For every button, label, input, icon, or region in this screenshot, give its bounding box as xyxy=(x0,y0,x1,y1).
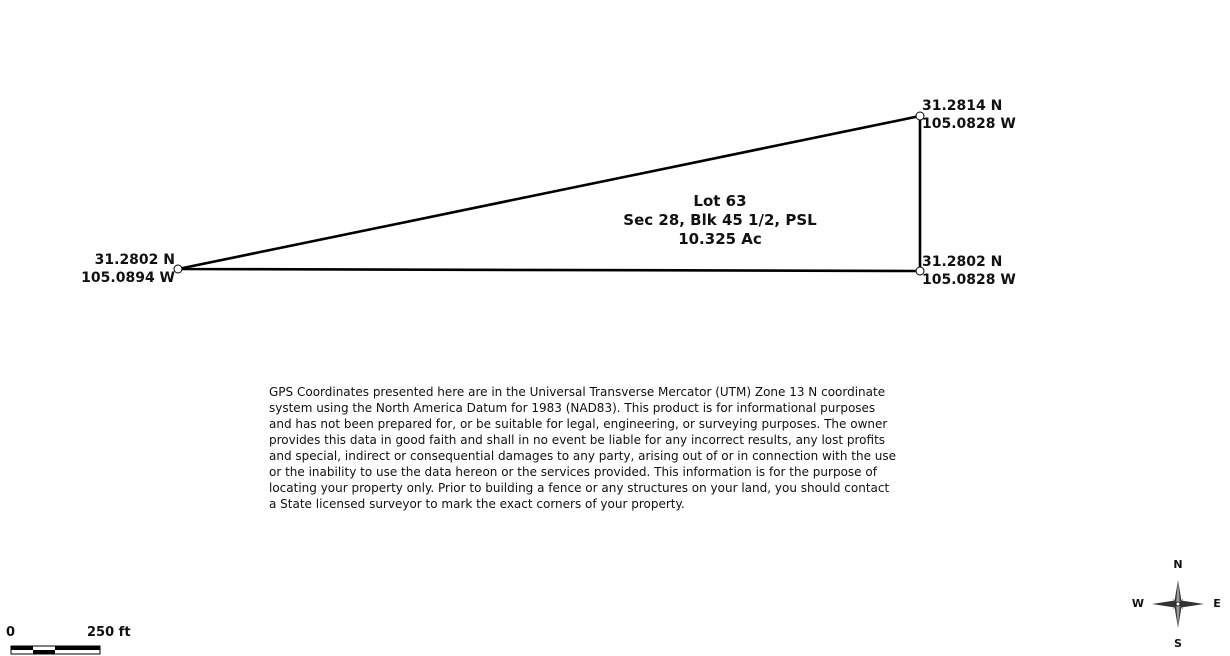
compass-north-label: N xyxy=(1173,558,1183,571)
corner-label-northeast xyxy=(922,97,1016,133)
corner-southeast-lat: 31.2802 N xyxy=(922,254,1003,270)
lot-location: Sec 28, Blk 45 1/2, PSL xyxy=(623,211,817,229)
compass-rose-icon xyxy=(1150,578,1206,634)
corner-label-southeast xyxy=(922,253,1016,289)
corner-northeast-lon: 105.0828 W xyxy=(922,116,1016,132)
lot-number: Lot 63 xyxy=(693,192,747,210)
scale-bar xyxy=(0,642,110,656)
scale-start-label: 0 xyxy=(6,625,16,640)
parcel-label xyxy=(560,192,880,249)
compass-south-label: S xyxy=(1174,637,1182,650)
compass-west-label: W xyxy=(1131,597,1145,610)
disclaimer-text: GPS Coordinates presented here are in the Universal Transverse Mercator (UTM) Zone 13 N coordinate system using the North America Datum for 1983 (NAD83). This product is for informational purposes and has not been prepared for, or be suitable for legal, engineering, or surveying purposes. The owner provides this data in good faith and shall in no event be liable for any incorrect results, any lost profits and special, indirect or consequential damages to any party, arising out of or in connection with the use or the inability to use the data hereon or the services provided. This information is for the purpose of locating your property only. Prior to building a fence or any structures on your land, you should contact a State licensed surveyor to mark the exact corners of your property. xyxy=(269,385,897,511)
corner-southeast-lon: 105.0828 W xyxy=(922,272,1016,288)
compass-east-label: E xyxy=(1213,597,1221,610)
lot-area: 10.325 Ac xyxy=(678,230,762,248)
corner-northeast-lat: 31.2814 N xyxy=(922,98,1003,114)
corner-marker-west[interactable] xyxy=(174,265,182,273)
scale-end-label: 250 ft xyxy=(87,625,131,640)
corner-west-lon: 105.0894 W xyxy=(81,270,175,286)
corner-label-west xyxy=(60,251,175,287)
corner-west-lat: 31.2802 N xyxy=(94,252,175,268)
